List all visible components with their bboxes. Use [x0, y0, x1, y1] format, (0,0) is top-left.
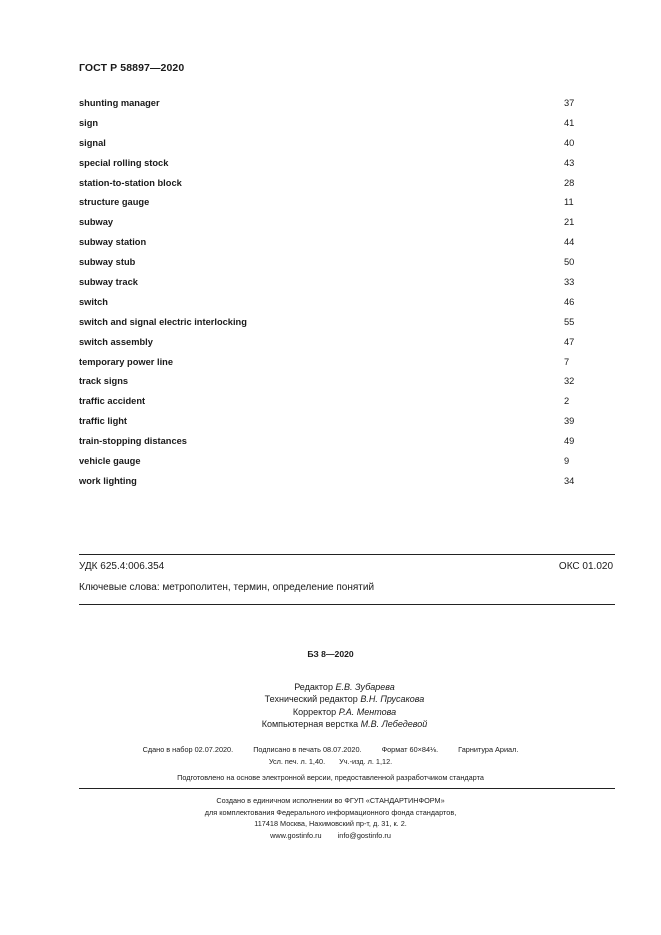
index-term: traffic accident [79, 396, 146, 407]
page-header: ГОСТ Р 58897—2020 [79, 62, 185, 74]
index-row [79, 178, 579, 198]
index-row [79, 456, 579, 476]
index-number: 55 [564, 316, 575, 327]
index-row [79, 396, 579, 416]
index-row [79, 118, 579, 138]
index-row [79, 217, 579, 237]
index-row [79, 98, 579, 118]
index-number: 7 [564, 356, 570, 367]
website-link[interactable]: www.gostinfo.ru [270, 830, 322, 840]
index-term: signal [79, 137, 106, 148]
staff-block [0, 681, 661, 730]
editor-label: Редактор [294, 682, 333, 692]
layout-name: М.В. Лебедевой [360, 718, 428, 729]
index-term: subway [79, 217, 114, 228]
index-row [79, 277, 579, 297]
index-term: vehicle gauge [79, 456, 141, 467]
index-number: 39 [564, 416, 575, 427]
index-number: 43 [564, 157, 575, 168]
index-term: traffic light [79, 416, 128, 427]
publisher-contacts [0, 830, 661, 842]
prepared-note: Подготовлено на основе электронной версии, предоставленной разработчиком стандарта [177, 773, 484, 782]
tech-editor-row [14, 693, 661, 705]
index-row [79, 257, 579, 277]
index-row [79, 476, 579, 496]
index-row [79, 376, 579, 396]
index-term: switch and signal electric interlocking [79, 316, 247, 327]
top-rule [79, 554, 615, 555]
index-number: 46 [564, 296, 575, 307]
print-info-line-1 [0, 744, 661, 756]
index-number: 37 [564, 98, 575, 108]
index-term: train-stopping distances [79, 436, 187, 447]
tech-editor-label: Технический редактор [264, 694, 358, 705]
oks-code: ОКС 01.020 [558, 561, 613, 572]
index-number: 49 [564, 436, 575, 447]
index-row [79, 436, 579, 456]
index-number: 40 [564, 137, 575, 148]
tech-editor-name: В.Н. Прусакова [360, 694, 425, 705]
index-row [79, 237, 579, 257]
index-number: 33 [564, 277, 575, 288]
index-number: 11 [564, 197, 574, 208]
index-term: temporary power line [79, 356, 174, 367]
index-number: 34 [564, 475, 575, 486]
index-term: station-to-station block [79, 177, 182, 188]
index-term: work lighting [79, 475, 137, 486]
typeface: Гарнитура Ариал. [458, 745, 519, 754]
index-number: 32 [564, 376, 575, 387]
submitted-date: Сдано в набор 02.07.2020. [142, 745, 234, 754]
index-row [79, 197, 579, 217]
index-row [79, 317, 579, 337]
corrector-row [14, 706, 661, 718]
print-info [0, 744, 661, 769]
index-term: subway station [79, 237, 147, 248]
index-number: 28 [564, 177, 575, 188]
publisher-address: 117418 Москва, Нахимовский пр-т, д. 31, к. 2. [254, 819, 407, 829]
index-term: structure gauge [79, 197, 150, 208]
term-index [79, 98, 579, 496]
bz-code: БЗ 8—2020 [307, 649, 354, 659]
publisher-block [0, 795, 661, 841]
index-number: 47 [564, 336, 575, 347]
corrector-label: Корректор [292, 706, 337, 717]
index-row [79, 138, 579, 158]
keywords: Ключевые слова: метрополитен, термин, определение понятий [79, 582, 375, 593]
index-number: 50 [564, 257, 575, 268]
email-link[interactable]: info@gostinfo.ru [337, 830, 391, 840]
classification-line [79, 561, 613, 572]
print-info-line-2 [0, 756, 661, 768]
editor-name: Е.В. Зубарева [335, 682, 395, 692]
index-row [79, 158, 579, 178]
paper-format: Формат 60×84⅛. [381, 745, 439, 754]
udk-code: УДК 625.4:006.354 [79, 561, 165, 572]
index-number: 21 [564, 217, 575, 228]
editor-row [14, 681, 661, 693]
publisher-line-1: Создано в единичном исполнении во ФГУП «СТАНДАРТИНФОРМ» [216, 796, 445, 805]
signed-date: Подписано в печать 08.07.2020. [253, 745, 362, 754]
index-number: 41 [564, 117, 575, 128]
corrector-name: Р.А. Ментова [338, 706, 397, 717]
index-number: 44 [564, 237, 575, 248]
index-term: special rolling stock [79, 157, 169, 168]
index-row [79, 416, 579, 436]
index-term: switch assembly [79, 336, 153, 347]
index-term: sign [79, 117, 99, 128]
publisher-sheets: Уч.-изд. л. 1,12. [339, 757, 393, 767]
index-term: subway stub [79, 257, 136, 268]
index-number: 2 [564, 396, 570, 407]
index-row [79, 337, 579, 357]
index-term: shunting manager [79, 98, 160, 108]
publisher-line-2: для комплектования Федерального информационного фонда стандартов, [204, 807, 457, 817]
layout-label: Компьютерная верстка [261, 718, 359, 729]
index-row [79, 297, 579, 317]
publisher-rule [79, 788, 615, 789]
index-row [79, 357, 579, 377]
layout-row [14, 718, 661, 730]
index-term: subway track [79, 277, 138, 288]
index-number: 9 [564, 456, 570, 467]
bottom-rule [79, 604, 615, 605]
index-term: switch [79, 296, 108, 307]
index-term: track signs [79, 376, 129, 387]
print-sheets: Усл. печ. л. 1,40. [268, 757, 326, 767]
